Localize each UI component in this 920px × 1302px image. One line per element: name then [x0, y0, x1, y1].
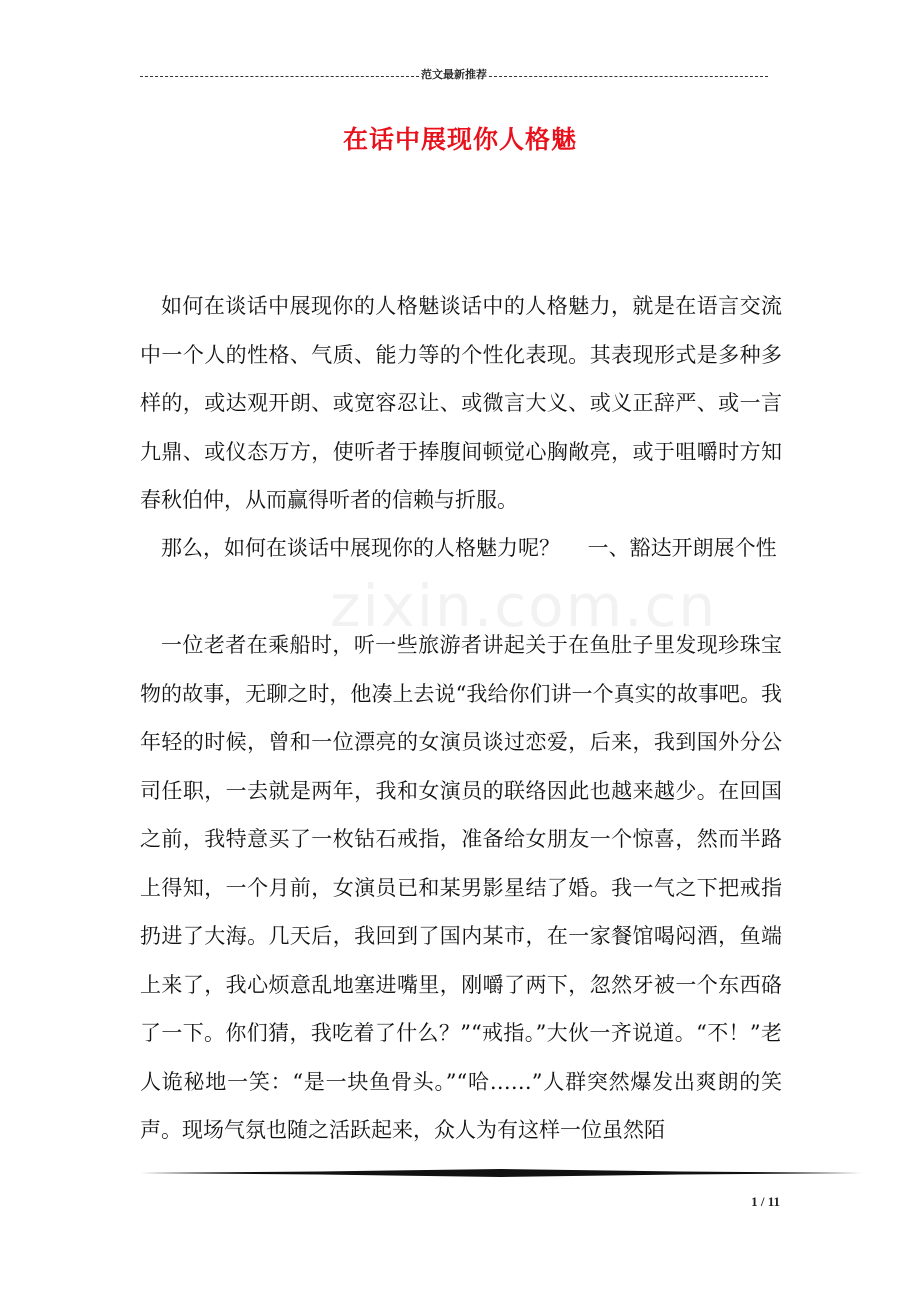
body-paragraph-1: 如何在谈话中展现你的人格魅谈话中的人格魅力，就是在语言交流中一个人的性格、气质、能力等的个性化表现。其表现形式是多种多样的，或达观开朗、或宽容忍让、或微言大义、或义正辞严、或一言九鼎、或仪态万方，使听者于捧腹间顿觉心胸敞亮，或于咀嚼时方知春秋伯仲，从而赢得听者的信赖与折服。: [140, 294, 782, 512]
header-label: 范文最新推荐: [421, 69, 487, 81]
page-header: [140, 66, 768, 84]
body-paragraph-3: 一位老者在乘船时，听一些旅游者讲起关于在鱼肚子里发现珍珠宝物的故事，无聊之时，他凑上去说“我给你们讲一个真实的故事吧。我年轻的时候，曾和一位漂亮的女演员谈过恋爱，后来，我到国外分公司任职，一去就是两年，我和女演员的联络因此也越来越少。在回国之前，我特意买了一枚钻石戒指，准备给女朋友一个惊喜，然而半路上得知，一个月前，女演员已和某男影星结了婚。我一气之下把戒指扔进了大海。几天后，我回到了国内某市，在一家餐馆喝闷酒，鱼端上来了，我心烦意乱地塞进嘴里，刚嚼了两下，忽然牙被一个东西硌了一下。你们猜，我吃着了什么？”“戒指。”大伙一齐说道。“不！”老人诡秘地一笑：“是一块鱼骨头。”“哈……”人群突然爆发出爽朗的笑声。现场气氛也随之活跃起来，众人为有这样一位虽然陌: [140, 633, 782, 1142]
watermark: zixin.com.cn: [330, 572, 718, 640]
header-dashes-right: [489, 76, 768, 77]
page-number: 1 / 11: [751, 1194, 780, 1209]
footer-rule: [140, 1166, 862, 1180]
document-title: 在话中展现你人格魅: [342, 125, 577, 154]
body-paragraph-2: 那么，如何在谈话中展现你的人格魅力呢？ 一、豁达开朗展个性: [161, 536, 777, 560]
header-dashes-left: [140, 76, 419, 77]
